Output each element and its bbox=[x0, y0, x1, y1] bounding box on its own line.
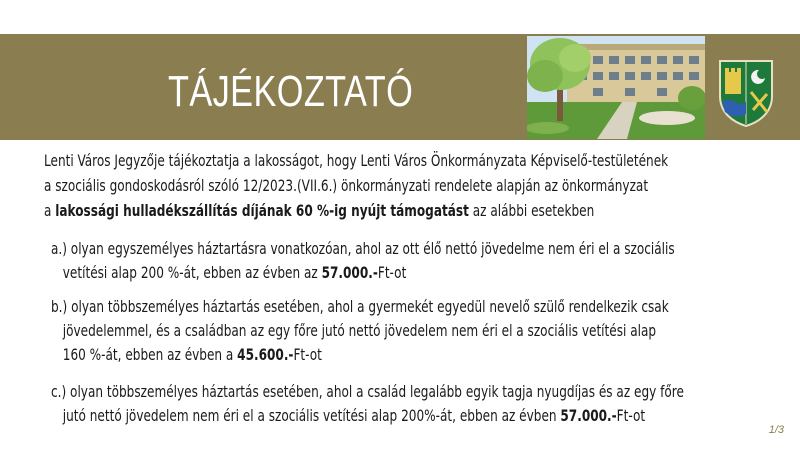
town-hall-photo bbox=[527, 36, 705, 139]
item-b-line-2 bbox=[51, 320, 715, 342]
item-b-text: jövedelemmel, és a családban az egy főre jutó nettó jövedelem nem éri el a szociális vetítési alap bbox=[62, 321, 657, 340]
item-b-currency: Ft-ot bbox=[293, 345, 322, 364]
page-title: TÁJÉKOZTATÓ bbox=[168, 67, 414, 116]
item-c-line-1: c.) olyan többszemélyes háztartás esetében, ahol a család legalább egyik tagja nyugdíjas és az egy főre bbox=[51, 382, 684, 401]
item-b-line-1: b.) olyan többszemélyes háztartás esetében, ahol a gyermekét egyedül nevelő szülő rendelkezik csak bbox=[51, 297, 669, 316]
item-b-amount: 45.600.- bbox=[237, 345, 294, 364]
coat-of-arms-icon bbox=[717, 58, 775, 128]
item-a-currency: Ft-ot bbox=[377, 263, 407, 282]
intro-line-2: a szociális gondoskodásról szóló 12/2023.(VII.6.) önkormányzati rendelete alapján az önkormányzat bbox=[44, 176, 649, 195]
item-a-text: vetítési alap 200 %-át, ebben az évben az bbox=[62, 263, 318, 282]
intro-line-1: Lenti Város Jegyzője tájékoztatja a lakosságot, hogy Lenti Város Önkormányzata Képviselő-testületének bbox=[44, 151, 669, 170]
item-a-line-2 bbox=[51, 262, 715, 284]
top-strip bbox=[0, 0, 800, 34]
item-a-amount: 57.000.- bbox=[321, 263, 378, 282]
item-c-currency: Ft-ot bbox=[616, 406, 646, 425]
intro-line-3-pre: a bbox=[44, 201, 52, 220]
intro-line-3-post: az alábbi esetekben bbox=[472, 201, 595, 220]
page-indicator: 1/3 bbox=[768, 424, 784, 436]
item-c-amount: 57.000.- bbox=[560, 406, 617, 425]
intro-highlight: lakossági hulladékszállítás díjának 60 %-ig nyújt támogatást bbox=[55, 201, 469, 220]
item-c-text: jutó nettó jövedelem nem éri el a szociális vetítési alap 200%-át, ebben az évben bbox=[62, 406, 561, 425]
item-b-line-3 bbox=[51, 344, 715, 366]
item-a-line-1: a.) olyan egyszemélyes háztartásra vonatkozóan, ahol az ott élő nettó jövedelme nem éri el a szociális bbox=[51, 239, 675, 258]
intro-line-3 bbox=[44, 200, 666, 222]
item-b-text-2: 160 %-át, ebben az évben a bbox=[62, 345, 234, 364]
item-c-line-2 bbox=[51, 405, 715, 427]
